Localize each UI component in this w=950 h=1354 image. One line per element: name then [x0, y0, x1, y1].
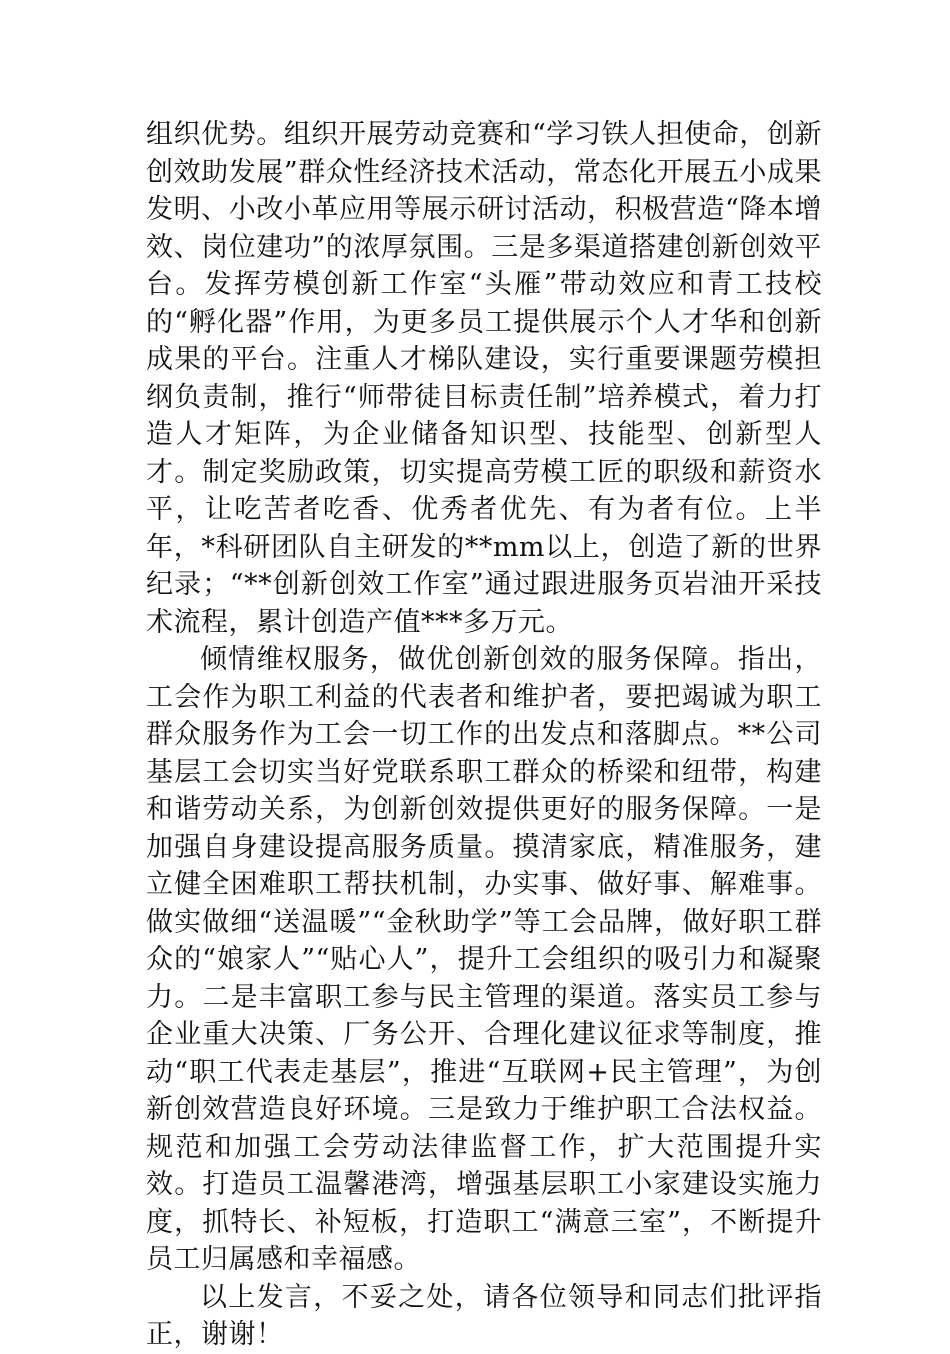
- paragraph-service-guarantee: 倾情维权服务，做优创新创效的服务保障。指出，工会作为职工利益的代表者和维护者，要把竭诚为职工群众服务作为工会一切工作的出发点和落脚点。**公司基层工会切实当好党联系职工群众的桥梁和纽带，构建和谐劳动关系，为创新创效提供更好的服务保障。一是加强自身建设提高服务质量。摸清家底，精准服务，建立健全困难职工帮扶机制，办实事、做好事、解难事。做实做细“送温暖”“金秋助学”等工会品牌，做好职工群众的“娘家人”“贴心人”，提升工会组织的吸引力和凝聚力。二是丰富职工参与民主管理的渠道。落实员工参与企业重大决策、厂务公开、合理化建议征求等制度，推动“职工代表走基层”，推进“互联网+民主管理”，为创新创效营造良好环境。三是致力于维护职工合法权益。规范和加强工会劳动法律监督工作，扩大范围提升实效。打造员工温馨港湾，增强基层职工小家建设实施力度，抓特长、补短板，打造职工“满意三室”，不断提升员工归属感和幸福感。: [146, 644, 822, 1275]
- document-body: [146, 116, 822, 1354]
- paragraph-closing: 以上发言，不妥之处，请各位领导和同志们批评指正，谢谢！: [146, 1281, 822, 1350]
- paragraph-continued: 组织优势。组织开展劳动竞赛和“学习铁人担使命，创新创效助发展”群众性经济技术活动，常态化开展五小成果发明、小改小革应用等展示研讨活动，积极营造“降本增效、岗位建功”的浓厚氛围。三是多渠道搭建创新创效平台。发挥劳模创新工作室“头雁”带动效应和青工技校的“孵化器”作用，为更多员工提供展示个人才华和创新成果的平台。注重人才梯队建设，实行重要课题劳模担纲负责制，推行“师带徒目标责任制”培养模式，着力打造人才矩阵，为企业储备知识型、技能型、创新型人才。制定奖励政策，切实提高劳模工匠的职级和薪资水平，让吃苦者吃香、优秀者优先、有为者有位。上半年，*科研团队自主研发的**mm以上，创造了新的世界纪录；“**创新创效工作室”通过跟进服务页岩油开采技术流程，累计创造产值***多万元。: [146, 119, 822, 638]
